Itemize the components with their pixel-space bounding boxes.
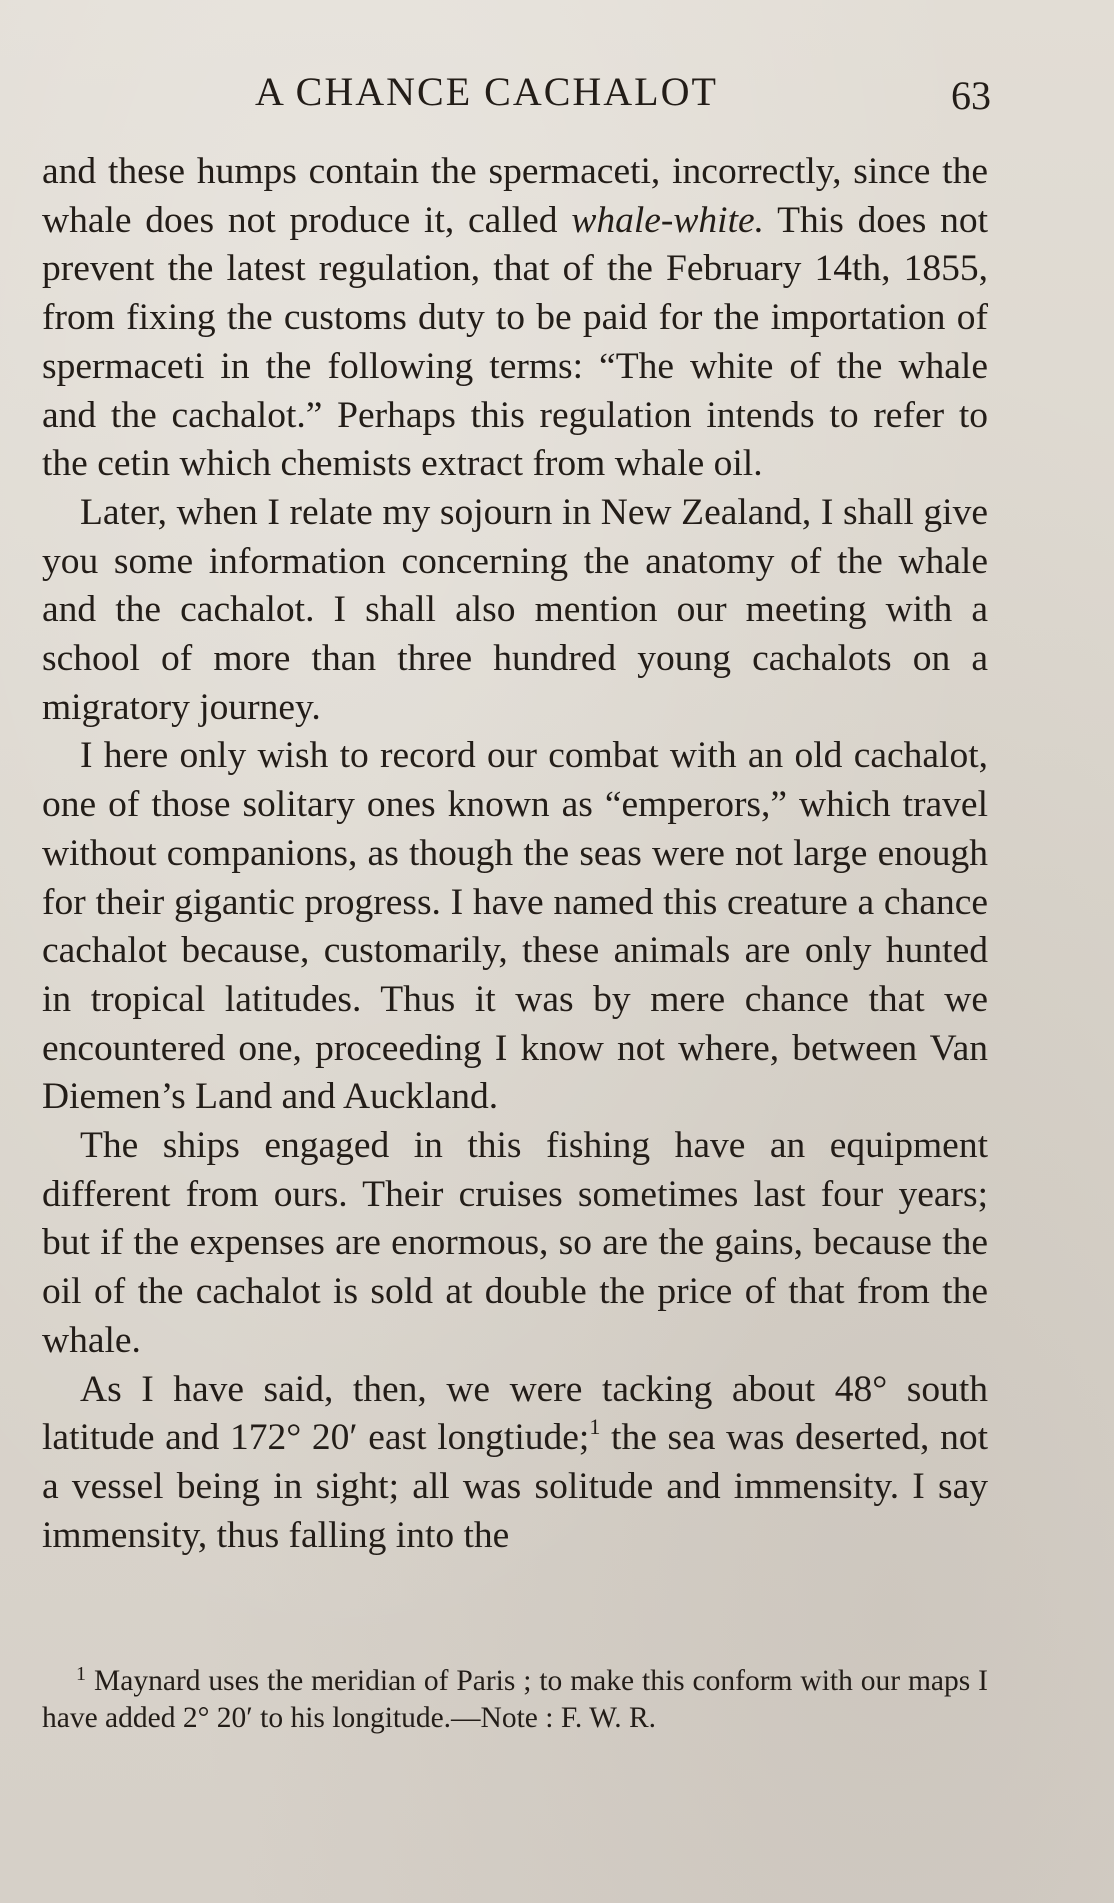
italic-term: whale-white. <box>571 199 765 241</box>
footnote-text: Maynard uses the meridian of Paris ; to make this conform with our maps I have added 2° 20′ to his longitude.—Note : F. W. R. <box>42 1665 988 1734</box>
running-head: A CHANCE CACHALOT <box>255 69 718 114</box>
footnotes <box>42 1663 988 1737</box>
page-number: 63 <box>951 73 991 118</box>
page-header <box>0 68 1114 116</box>
paragraph-2: Later, when I relate my sojourn in New Zealand, I shall give you some information concerning the anatomy of the whale and the cachalot. I shall also mention our meeting with a school of more than three hundred young cachalots on a migratory journey. <box>42 491 988 728</box>
paragraph-1-text: and these humps contain the spermaceti, incorrectly, since the whale does not produce it, called <box>42 151 988 241</box>
paragraph-1 <box>42 148 988 489</box>
footnote-marker: 1 <box>76 1663 86 1685</box>
footnote-reference: 1 <box>589 1414 601 1440</box>
footnote-1 <box>42 1663 988 1737</box>
paragraph-3: I here only wish to record our combat with an old cachalot, one of those solitary ones known as “emperors,” which travel without companions, as though the seas were not large enough for their gigantic progress. I have named this creature a chance cachalot because, customarily, these animals are only hunted in tropical latitudes. Thus it was by mere chance that we encountered one, proceeding I know not where, between Van Diemen’s Land and Auckland. <box>42 735 988 1118</box>
body-text <box>42 148 988 1560</box>
paragraph-5-text-cont: the sea was deserted, not a vessel being in sight; all was solitude and immensity. I say immensity, thus falling into the <box>42 1417 988 1556</box>
paragraph-5 <box>42 1366 988 1561</box>
paragraph-5-text: As I have said, then, we were tacking about 48° south latitude and 172° 20′ east longtiude; <box>42 1368 988 1459</box>
paragraph-1-text-cont: This does not prevent the latest regulation, that of the February 14th, 1855, from fixing the customs duty to be paid for the importation of spermaceti in the following terms: “The white of the whale and the cachalot.” Perhaps this regulation intends to refer to the cetin which chemists extract from whale oil. <box>42 199 988 485</box>
paragraph-4: The ships engaged in this fishing have an equipment different from ours. Their cruises sometimes last four years; but if the expenses are enormous, so are the gains, because the oil of the cachalot is sold at double the price of that from the whale. <box>42 1125 988 1361</box>
